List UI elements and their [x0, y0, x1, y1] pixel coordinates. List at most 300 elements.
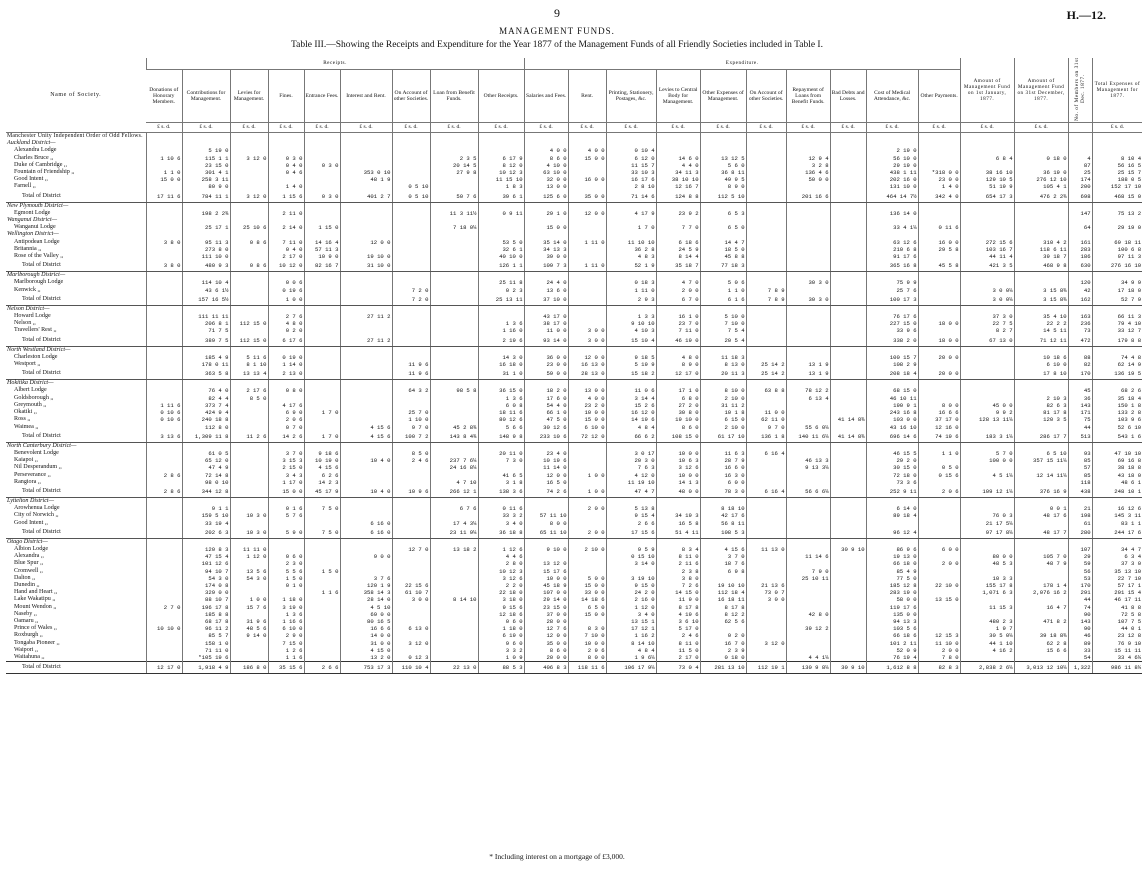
table-cell: 2 19 6	[478, 335, 524, 347]
table-cell: 125 6 0	[524, 191, 568, 203]
table-cell: 472	[1068, 335, 1092, 347]
table-cell	[830, 361, 866, 368]
table-cell: 1 4 0	[268, 183, 304, 190]
table-cell: 129 10 5	[960, 176, 1014, 183]
table-cell	[606, 272, 656, 280]
table-cell: 0 10 4	[606, 147, 656, 154]
table-cell	[230, 640, 268, 647]
table-cell: 112 15 0	[230, 320, 268, 327]
table-cell	[340, 546, 392, 553]
table-cell	[146, 512, 182, 519]
table-cell: 1 17 0	[268, 479, 304, 486]
table-cell: 6 13 0	[392, 625, 430, 632]
table-cell	[746, 618, 786, 625]
table-cell	[918, 380, 960, 388]
table-cell	[568, 568, 606, 575]
table-cell: 21 17 5¼	[960, 520, 1014, 527]
table-cell	[392, 155, 430, 162]
table-cell	[830, 224, 866, 231]
table-cell	[568, 497, 606, 505]
table-cell: 20 11 3	[700, 368, 746, 380]
table-cell: 13 2 0	[340, 654, 392, 662]
table-cell	[304, 279, 340, 286]
table-cell	[478, 133, 524, 141]
table-cell: 5 7 6	[268, 512, 304, 519]
table-cell	[304, 380, 340, 388]
table-cell: 258 3 11	[182, 176, 230, 183]
table-cell	[1092, 305, 1142, 313]
table-cell: 6 9 0	[268, 409, 304, 416]
table-cell: 16 18 11	[700, 596, 746, 603]
table-cell	[340, 210, 392, 217]
table-cell	[786, 604, 830, 611]
table-cell	[304, 133, 340, 141]
district-total-row	[6, 662, 1142, 674]
table-cell: 6 9 8	[700, 568, 746, 575]
table-cell: 61	[1068, 520, 1092, 527]
section-header-row	[6, 272, 1142, 280]
column-header: On Account of other Societies.	[392, 70, 430, 123]
table-cell: 28 13 0	[568, 368, 606, 380]
row-label: Total of District	[6, 368, 146, 380]
table-cell: 7 2 0	[392, 287, 430, 294]
table-cell: 115 1 1	[182, 155, 230, 162]
table-cell: 17 15 6	[606, 527, 656, 539]
table-cell	[230, 279, 268, 286]
table-cell: 0 2 3	[478, 287, 524, 294]
table-cell	[1068, 497, 1092, 505]
table-cell: 52 7 9	[1092, 294, 1142, 306]
unit-header: £ s. d.	[146, 123, 182, 133]
table-cell	[568, 618, 606, 625]
row-label: Naseby ,,	[14, 610, 37, 617]
table-cell	[960, 354, 1014, 361]
table-cell	[392, 346, 430, 354]
table-cell: 38 10 10	[656, 176, 700, 183]
table-cell: 12 7 0	[392, 546, 430, 553]
table-cell: 108 15 0	[656, 431, 700, 443]
table-cell: 11 14 0	[524, 464, 568, 471]
table-cell	[268, 497, 304, 505]
column-header: Other Receipts.	[478, 70, 524, 123]
table-cell	[700, 202, 746, 210]
table-cell: 72 5 8	[1092, 611, 1142, 618]
table-cell: 1 5 0	[304, 568, 340, 575]
table-cell: 140 11 6¼	[786, 431, 830, 443]
table-cell: 8 12 2	[700, 611, 746, 618]
table-cell	[1014, 568, 1068, 575]
row-label: Goldsborough ,,	[14, 394, 54, 401]
table-cell	[340, 387, 392, 394]
table-cell: 401 2 7	[340, 191, 392, 203]
table-cell	[568, 140, 606, 147]
table-cell	[182, 538, 230, 546]
table-cell: 100 6 8	[1092, 246, 1142, 253]
table-cell: 13 12 0	[524, 560, 568, 567]
column-header: Levies to Central Body for Management.	[656, 70, 700, 123]
section-header-row	[6, 497, 1142, 505]
table-cell	[918, 479, 960, 486]
society-row	[6, 320, 1142, 327]
member-count-header-text: No. of Members on 31st Dec. 1877.	[1073, 57, 1087, 121]
table-cell: 31 1 0	[478, 368, 524, 380]
table-cell: 5 6 0	[700, 162, 746, 169]
table-cell	[524, 553, 568, 560]
table-cell: 170	[1068, 368, 1092, 380]
table-cell: 14 19 6	[606, 416, 656, 423]
table-cell	[230, 169, 268, 176]
table-cell: 118 11 6	[568, 662, 606, 674]
table-cell	[786, 402, 830, 409]
table-cell	[230, 305, 268, 313]
table-cell	[304, 305, 340, 313]
row-label: Good Intent ,,	[14, 176, 48, 183]
table-cell	[182, 497, 230, 505]
table-cell: 6 10 0	[268, 625, 304, 632]
table-cell	[746, 239, 786, 246]
table-cell: 27 11 2	[340, 313, 392, 320]
table-cell	[1014, 479, 1068, 486]
table-cell: 57 17 1	[1092, 582, 1142, 589]
table-cell	[918, 202, 960, 210]
table-cell: 46	[1068, 632, 1092, 639]
row-label: Total of District	[6, 527, 146, 539]
table-cell	[340, 368, 392, 380]
table-cell	[182, 272, 230, 280]
table-cell: 0 18 3	[606, 279, 656, 286]
table-cell	[478, 346, 524, 354]
table-cell: 0 3 0	[304, 191, 340, 203]
society-row	[6, 546, 1142, 553]
table-cell	[304, 354, 340, 361]
table-cell: 89	[1068, 640, 1092, 647]
table-cell	[146, 202, 182, 210]
table-cell	[786, 618, 830, 625]
table-cell: 9 15 4	[606, 512, 656, 519]
society-row	[6, 647, 1142, 654]
table-cell: 14 15 0	[656, 589, 700, 596]
table-cell: 82 8 3	[918, 662, 960, 674]
table-cell: 118	[1068, 479, 1092, 486]
table-cell: 190 9 1	[866, 402, 918, 409]
table-cell: 0 1 0	[268, 582, 304, 589]
row-label: North Canterbury District—	[7, 442, 77, 449]
table-cell	[700, 272, 746, 280]
table-cell: 480 2 3	[960, 618, 1014, 625]
table-cell	[524, 272, 568, 280]
table-cell: 2 17 0	[268, 253, 304, 260]
table-cell: 31 0 0	[340, 640, 392, 647]
unit-header: £ s. d.	[960, 123, 1014, 133]
table-cell: 143	[1068, 618, 1092, 625]
table-cell: 11 3 11½	[430, 210, 478, 217]
table-cell: 0 0 6	[268, 279, 304, 286]
table-cell: 1 0 9	[478, 654, 524, 662]
table-cell: 185 12 8	[866, 582, 918, 589]
table-cell	[786, 409, 830, 416]
table-cell	[430, 147, 478, 154]
table-cell	[230, 313, 268, 320]
table-cell	[1092, 497, 1142, 505]
society-row	[6, 176, 1142, 183]
table-cell	[392, 239, 430, 246]
table-cell: 76 0 3	[960, 512, 1014, 519]
table-cell	[230, 464, 268, 471]
table-cell: 5 0 6	[700, 279, 746, 286]
society-row	[6, 596, 1142, 603]
table-cell	[182, 442, 230, 450]
table-cell	[830, 183, 866, 190]
table-cell	[1014, 346, 1068, 354]
table-cell	[656, 140, 700, 147]
table-cell: 0 4 0	[268, 162, 304, 169]
table-cell: 36	[1068, 395, 1092, 402]
table-cell	[606, 140, 656, 147]
table-cell: 3 7 6	[340, 575, 392, 582]
table-cell: 82	[1068, 361, 1092, 368]
table-cell: 11 0 0	[746, 409, 786, 416]
society-row	[6, 313, 1142, 320]
table-cell: 248 10 1	[1092, 486, 1142, 498]
table-cell: 8 14 10	[606, 640, 656, 647]
table-cell: 73	[1068, 327, 1092, 334]
table-cell: 36 0 0	[524, 354, 568, 361]
table-cell: 237 7 6¼	[430, 457, 478, 464]
table-cell	[392, 147, 430, 154]
table-cell: 3 18 0	[478, 596, 524, 603]
table-cell	[268, 520, 304, 527]
table-cell	[1068, 140, 1092, 147]
row-label: Prince of Wales ,,	[14, 625, 57, 632]
table-cell	[786, 582, 830, 589]
table-cell	[524, 202, 568, 210]
society-row	[6, 162, 1142, 169]
table-cell: 5 7 0	[960, 450, 1014, 457]
table-cell	[230, 183, 268, 190]
table-cell: 86 9 6	[866, 546, 918, 553]
table-cell	[656, 442, 700, 450]
table-cell	[830, 538, 866, 546]
table-cell	[392, 210, 430, 217]
table-cell	[830, 472, 866, 479]
table-cell	[182, 346, 230, 354]
management-funds-table	[6, 58, 1142, 674]
table-cell: 73 0 4	[656, 662, 700, 674]
table-cell: 1 11 0	[606, 287, 656, 294]
table-cell	[430, 582, 478, 589]
table-cell	[304, 176, 340, 183]
table-cell: 69 0 0	[340, 611, 392, 618]
society-row	[6, 553, 1142, 560]
table-cell: 6 0 0	[700, 479, 746, 486]
table-cell: 10 1 8	[700, 409, 746, 416]
table-cell: 83 1 1	[1092, 520, 1142, 527]
table-cell: 373 7 4	[182, 402, 230, 409]
table-cell: 8 13 0	[700, 361, 746, 368]
table-cell: 95 11 3	[182, 239, 230, 246]
table-cell: 19 10 0	[340, 253, 392, 260]
table-cell	[568, 346, 606, 354]
table-cell	[568, 305, 606, 313]
table-cell: 6 14 0	[866, 505, 918, 512]
table-cell	[786, 472, 830, 479]
table-cell: 1 1 0	[918, 450, 960, 457]
table-cell	[230, 327, 268, 334]
table-cell	[656, 147, 700, 154]
unit-header: £ s. d.	[568, 123, 606, 133]
table-cell	[786, 450, 830, 457]
table-cell	[430, 604, 478, 611]
table-cell: 107 0 0	[524, 589, 568, 596]
table-cell	[182, 217, 230, 224]
table-cell: 11 10 10	[606, 239, 656, 246]
table-cell	[430, 442, 478, 450]
table-cell	[478, 305, 524, 313]
table-cell	[230, 176, 268, 183]
table-cell: 5 0 0	[568, 575, 606, 582]
table-cell	[268, 395, 304, 402]
table-cell	[146, 231, 182, 238]
table-cell: 283	[1068, 246, 1092, 253]
table-cell: 16 6 6	[340, 625, 392, 632]
table-cell: 8 6 0	[524, 155, 568, 162]
table-cell	[830, 140, 866, 147]
table-cell	[830, 402, 866, 409]
society-row	[6, 560, 1142, 567]
table-cell	[746, 320, 786, 327]
table-cell: 13 12 5	[700, 155, 746, 162]
table-cell	[1068, 231, 1092, 238]
table-cell: 389 7 5	[182, 335, 230, 347]
table-cell	[430, 568, 478, 575]
table-cell: 56 8 11	[700, 520, 746, 527]
table-cell: 1,309 11 8	[182, 431, 230, 443]
table-cell: 128 13 11¼	[960, 416, 1014, 423]
table-cell: 3 19 10	[606, 575, 656, 582]
table-cell: 16 0 0	[918, 239, 960, 246]
table-cell: 33 19 4	[182, 520, 230, 527]
table-cell	[960, 147, 1014, 154]
table-cell: 45 0 0	[960, 402, 1014, 409]
page-heading: MANAGEMENT FUNDS.	[499, 26, 615, 36]
table-cell	[430, 395, 478, 402]
page-reference: H.—12.	[1066, 8, 1106, 22]
table-cell: 283 19 0	[866, 589, 918, 596]
table-cell	[146, 183, 182, 190]
table-cell	[524, 505, 568, 512]
table-cell	[392, 169, 430, 176]
table-cell: 50 0 0	[786, 176, 830, 183]
table-cell	[392, 611, 430, 618]
table-cell	[230, 505, 268, 512]
table-cell: 143	[1068, 402, 1092, 409]
table-cell: 1 7 0	[304, 409, 340, 416]
table-cell: 0 8 6	[230, 239, 268, 246]
table-cell: 3 8 0	[146, 260, 182, 272]
table-cell: 6 10 0	[568, 424, 606, 431]
table-cell: 206 8 1	[182, 320, 230, 327]
table-cell: 22 7 5	[960, 320, 1014, 327]
unit-header: £ s. d.	[430, 123, 478, 133]
table-cell	[304, 424, 340, 431]
table-cell: 63 12 6	[866, 239, 918, 246]
table-cell	[746, 224, 786, 231]
table-cell: 58 0 0	[866, 596, 918, 603]
table-cell	[340, 346, 392, 354]
table-cell: 17 8 10	[1014, 368, 1068, 380]
table-cell	[786, 253, 830, 260]
table-cell: 0 6 0	[478, 618, 524, 625]
table-cell	[304, 497, 340, 505]
table-cell	[230, 346, 268, 354]
table-cell	[392, 140, 430, 147]
table-cell: 105 7 0	[1014, 553, 1068, 560]
table-cell: 9 10 10	[606, 320, 656, 327]
table-cell: 45 5 8	[918, 260, 960, 272]
table-cell	[1014, 497, 1068, 505]
table-cell: 1 2 6	[268, 647, 304, 654]
table-cell	[830, 210, 866, 217]
table-cell	[392, 632, 430, 639]
table-cell: 96 11 2	[182, 625, 230, 632]
table-cell	[392, 464, 430, 471]
table-cell: 30 9 10	[830, 662, 866, 674]
table-cell: 301 4 1	[182, 169, 230, 176]
table-cell: 8 6 0	[656, 424, 700, 431]
table-cell	[430, 279, 478, 286]
table-cell	[268, 140, 304, 147]
table-cell	[524, 538, 568, 546]
table-cell	[700, 380, 746, 388]
district-total-row	[6, 486, 1142, 498]
table-cell	[304, 169, 340, 176]
table-cell: 2 10 0	[568, 546, 606, 553]
table-cell: 13 0 0	[568, 387, 606, 394]
table-cell	[746, 162, 786, 169]
table-cell: 6 16 0	[340, 520, 392, 527]
table-cell: 7 5 0	[304, 505, 340, 512]
table-cell: 72 12 0	[568, 431, 606, 443]
table-cell: 1,918 4 9	[182, 662, 230, 674]
table-cell	[478, 147, 524, 154]
table-cell: 88 5 3	[478, 662, 524, 674]
unit-header: £ s. d.	[786, 123, 830, 133]
table-cell: 57	[1068, 464, 1092, 471]
table-cell	[700, 305, 746, 313]
table-cell	[830, 520, 866, 527]
row-label: Total of District	[6, 260, 146, 272]
table-cell: 68 2 6	[1092, 387, 1142, 394]
table-cell: 98 0 10	[182, 479, 230, 486]
table-cell	[146, 327, 182, 334]
table-cell: 7 2 0	[392, 294, 430, 306]
table-cell: 33 0 0	[568, 589, 606, 596]
table-cell	[430, 409, 478, 416]
table-cell: 3 8 0	[656, 575, 700, 582]
table-cell: 2 0 6	[918, 486, 960, 498]
table-cell	[746, 505, 786, 512]
table-cell	[1068, 380, 1092, 388]
table-cell	[268, 176, 304, 183]
table-cell: 93 14 0	[524, 335, 568, 347]
table-cell	[340, 246, 392, 253]
table-cell	[1092, 147, 1142, 154]
table-cell	[340, 217, 392, 224]
row-label: Total of District	[6, 191, 146, 203]
table-cell	[746, 354, 786, 361]
table-cell: 188 0 5	[1092, 176, 1142, 183]
table-cell: 1 1 0	[146, 169, 182, 176]
